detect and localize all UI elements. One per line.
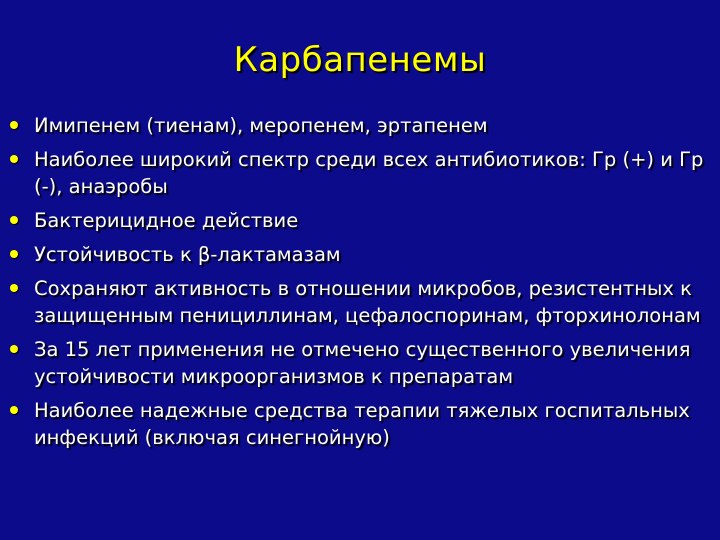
bullet-dot-icon (10, 345, 18, 353)
bullet-item (8, 397, 713, 451)
slide-title: Карбапенемы (233, 40, 487, 80)
bullet-dot-icon (10, 250, 18, 258)
bullet-dot-icon (10, 216, 18, 224)
bullet-text: Устойчивость к β-лактамазам (34, 243, 341, 266)
bullet-text: Наиболее надежные средства терапии тяжелых госпитальных инфекций (включая синегнойную) (34, 399, 690, 449)
bullet-text: Сохраняют активность в отношении микробов, резистентных к защищенным пенициллинам, цефалоспоринам, фторхинолонам (34, 277, 701, 327)
bullet-item (8, 112, 713, 139)
bullet-dot-icon (10, 155, 18, 163)
bullet-item (8, 146, 713, 200)
bullet-list (8, 112, 713, 458)
bullet-item (8, 241, 713, 268)
bullet-dot-icon (10, 121, 18, 129)
bullet-text: Наиболее широкий спектр среди всех антибиотиков: Гр (+) и Гр (-), анаэробы (34, 148, 704, 198)
bullet-dot-icon (10, 406, 18, 414)
bullet-text: Имипенем (тиенам), меропенем, эртапенем (34, 114, 488, 137)
bullet-item (8, 207, 713, 234)
bullet-item (8, 275, 713, 329)
bullet-item (8, 336, 713, 390)
bullet-text: За 15 лет применения не отмечено существенного увеличения устойчивости микроорганизмов к препаратам (34, 338, 691, 388)
bullet-dot-icon (10, 284, 18, 292)
bullet-text: Бактерицидное действие (34, 209, 299, 232)
